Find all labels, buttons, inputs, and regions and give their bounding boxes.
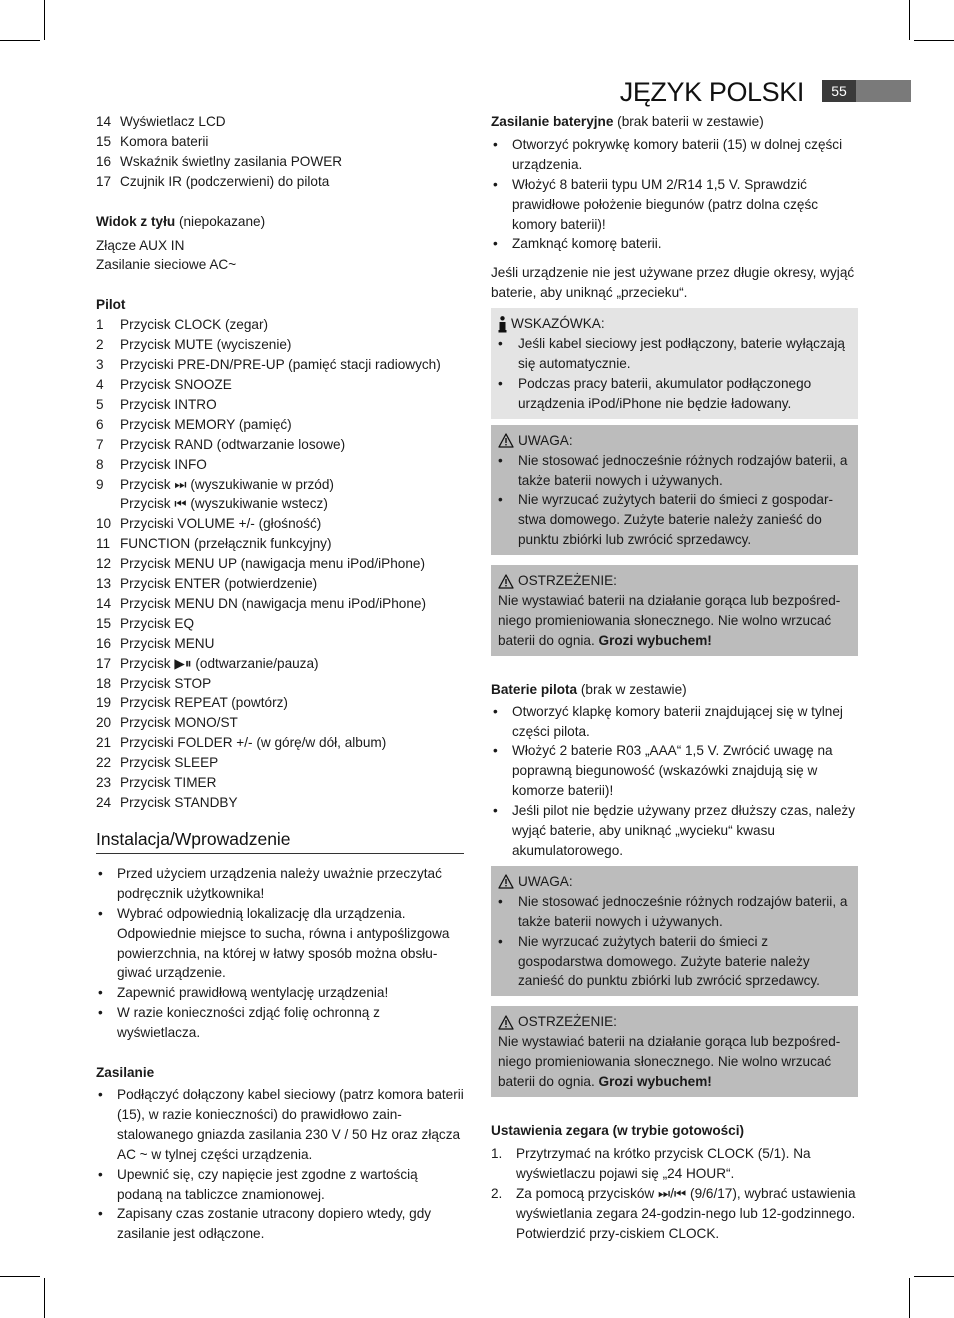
item-number: 9 <box>96 476 104 492</box>
warning-title: OSTRZEŻENIE: <box>518 573 617 589</box>
item-text: Przycisk MEMORY (pamięć) <box>120 416 292 432</box>
remote-button-item <box>96 654 464 674</box>
crop-mark <box>44 0 45 40</box>
remote-buttons-list <box>96 315 464 813</box>
item-number: 14 <box>96 595 112 611</box>
item-text: Przycisk INFO <box>120 456 207 472</box>
caution-bullet: • Nie stosować jednocześnie różnych rodzajów baterii, a także baterii nowych i używanych. <box>498 451 851 491</box>
item-text: Czujnik IR (podczerwieni) do pilota <box>120 173 330 189</box>
clock-steps <box>491 1144 859 1244</box>
item-text: Przycisk RAND (odtwarzanie losowe) <box>120 436 346 452</box>
item-number: 1 <box>96 317 104 333</box>
warning-triangle-icon <box>498 433 514 448</box>
item-number: 21 <box>96 735 112 751</box>
page-number: 55 <box>831 83 847 99</box>
item-text: Przycisk EQ <box>120 615 195 631</box>
remote-button-item <box>96 634 464 654</box>
crop-mark <box>914 1276 954 1277</box>
item-text: Przycisk ⏮ (wyszukiwanie wstecz) <box>120 496 328 512</box>
crop-mark <box>914 40 954 41</box>
caution-bullet: • Nie stosować jednocześnie różnych rodzajów baterii, a także baterii nowych i używanych. <box>498 892 851 932</box>
warning-triangle-icon <box>498 874 514 889</box>
left-column <box>96 112 464 1244</box>
item-number: 23 <box>96 775 112 791</box>
power-bullets <box>96 1085 464 1244</box>
remote-button-item <box>96 753 464 773</box>
remote-button-item <box>96 315 464 335</box>
remote-button-item <box>96 793 464 813</box>
item-number <box>96 494 120 514</box>
warning-title: OSTRZEŻENIE: <box>518 1014 617 1030</box>
power-bullet: • Podłączyć dołączony kabel sieciowy (patrz komora baterii (15), w razie konieczności) do prawidłowo zain-stalowanego gniazda zasilania 230 V / 50 Hz oraz złącza AC ~ w tylnej części urządzenia. <box>96 1085 464 1165</box>
caution-title: UWAGA: <box>518 432 573 448</box>
item-number: 15 <box>96 615 112 631</box>
battery-bullet: • Otworzyć pokrywkę komory baterii (15) w dolnej części urządzenia. <box>491 135 859 175</box>
warning-box <box>491 1006 858 1097</box>
item-text: Wyświetlacz LCD <box>120 114 226 129</box>
item-number: 7 <box>96 436 104 452</box>
install-bullet: • Wybrać odpowiednią lokalizację dla urządzenia. Odpowiednie miejsce to sucha, równa i antypoślizgowa powierzchnia, na której w łatwy sposób można obsłu-giwać urządzenie. <box>96 904 464 984</box>
item-number: 5 <box>96 396 104 412</box>
remote-button-item <box>96 455 464 475</box>
crop-mark <box>0 1276 40 1277</box>
remote-button-item <box>96 733 464 753</box>
hint-bullets <box>498 334 851 414</box>
item-number: 20 <box>96 715 112 731</box>
install-bullets <box>96 864 464 1043</box>
hint-bullet: • Jeśli kabel sieciowy jest podłączony, baterie wyłączają się automatycznie. <box>498 334 851 374</box>
remote-battery-bullet: • Jeśli pilot nie będzie używany przez dłuższy czas, należy wyjąć baterie, aby uniknąć „wycieku“ kwasu akumulatorowego. <box>491 801 859 861</box>
item-number: 12 <box>96 556 112 572</box>
remote-button-item <box>96 773 464 793</box>
caution-bullets <box>498 892 851 992</box>
power-bullet: • Upewnić się, czy napięcie jest zgodne z wartością podaną na tabliczce znamionowej. <box>96 1165 464 1205</box>
item-number: 13 <box>96 576 112 592</box>
remote-button-item <box>96 574 464 594</box>
item-number: 16 <box>96 635 112 651</box>
item-text: Wskaźnik świetlny zasilania POWER <box>120 153 343 169</box>
item-number: 6 <box>96 416 104 432</box>
item-number: 3 <box>96 357 104 373</box>
clock-step <box>491 1144 859 1184</box>
remote-button-item <box>96 713 464 733</box>
crop-mark <box>909 1278 910 1318</box>
step-number: 1. <box>491 1145 503 1161</box>
item-text: Przycisk MUTE (wyciszenie) <box>120 337 292 353</box>
battery-bullet: • Włożyć 8 baterii typu UM 2/R14 1,5 V. Sprawdzić prawidłowe położenie biegunów (patrz dolna częśc komory baterii)! <box>491 175 859 235</box>
item-number: 15 <box>96 133 112 149</box>
crop-mark <box>44 1278 45 1318</box>
item-text: Przycisk SLEEP <box>120 755 219 771</box>
clock-step <box>491 1184 859 1244</box>
power-heading: Zasilanie <box>96 1065 155 1081</box>
battery-bullet: • Zamknąć komorę baterii. <box>491 234 859 254</box>
device-part-item <box>96 172 464 192</box>
hint-box <box>491 308 858 419</box>
remote-button-item <box>96 475 464 495</box>
item-text: FUNCTION (przełącznik funkcyjny) <box>120 536 332 552</box>
item-number: 24 <box>96 795 112 810</box>
item-text: Przycisk ▶⏸ (odtwarzanie/pauza) <box>120 655 319 671</box>
hint-title: WSKAZÓWKA: <box>511 316 605 332</box>
remote-button-item <box>96 554 464 574</box>
step-number: 2. <box>491 1185 503 1201</box>
item-number: 17 <box>96 655 112 671</box>
power-bullet: • Zapisany czas zostanie utracony dopiero wtedy, gdy zasilanie jest odłączone. <box>96 1204 464 1244</box>
caution-bullets <box>498 451 851 551</box>
remote-batteries-heading: Baterie pilota (brak w zestawie) <box>491 681 687 697</box>
remote-battery-bullet: • Otworzyć klapkę komory baterii znajdującej się w tylnej części pilota. <box>491 702 859 742</box>
remote-button-item <box>96 415 464 435</box>
remote-button-item <box>96 395 464 415</box>
item-text: Przycisk REPEAT (powtórz) <box>120 695 288 711</box>
right-column <box>491 112 859 1243</box>
item-text: Przycisk ENTER (potwierdzenie) <box>120 576 318 592</box>
item-number: 8 <box>96 456 104 472</box>
remote-button-item <box>96 674 464 694</box>
item-number: 4 <box>96 376 104 392</box>
install-bullet: • W razie konieczności zdjąć folię ochronną z wyświetlacza. <box>96 1003 464 1043</box>
item-text: Przycisk CLOCK (zegar) <box>120 317 269 333</box>
device-part-item <box>96 152 464 172</box>
item-text: Przycisk STANDBY <box>120 795 238 810</box>
remote-button-item <box>96 693 464 713</box>
device-parts-list <box>96 112 464 192</box>
item-number: 18 <box>96 675 112 691</box>
item-text: Przycisk TIMER <box>120 775 217 791</box>
item-number: 10 <box>96 516 112 532</box>
step-text: Za pomocą przycisków ⏭/⏮ (9/6/17), wybrać ustawienia wyświetlania zegara 24-godzin-nego lub 12-godzinnego. Potwierdzić przy-ciskiem CLOCK. <box>516 1185 856 1241</box>
item-number: 16 <box>96 153 112 169</box>
install-bullet: • Przed użyciem urządzenia należy uważnie przeczytać podręcznik użytkownika! <box>96 864 464 904</box>
battery-note: Jeśli urządzenie nie jest używane przez długie okresy, wyjąć baterie, aby uniknąć „przecieku“. <box>491 265 855 301</box>
device-part-item <box>96 112 464 132</box>
remote-button-item <box>96 335 464 355</box>
item-number: 19 <box>96 695 112 711</box>
rear-view-line: Złącze AUX IN <box>96 237 185 253</box>
remote-button-item <box>96 534 464 554</box>
item-number: 2 <box>96 337 104 353</box>
remote-batteries-bullets <box>491 702 859 861</box>
caution-title: UWAGA: <box>518 873 573 889</box>
install-section-heading: Instalacja/Wprowadzenie <box>96 827 464 854</box>
item-text: Przycisk MENU DN (nawigacja menu iPod/iPhone) <box>120 595 426 611</box>
item-text: Przyciski PRE-DN/PRE-UP (pamięć stacji radiowych) <box>120 357 441 373</box>
caution-box <box>491 866 858 996</box>
caution-box <box>491 425 858 555</box>
item-text: Komora baterii <box>120 133 209 149</box>
item-text: Przycisk MENU UP (nawigacja menu iPod/iPhone) <box>120 556 425 572</box>
device-part-item <box>96 132 464 152</box>
warning-text: Nie wystawiać baterii na działanie gorąca lub bezpośred-niego promieniowania słonecznego. Nie wolno wrzucać baterii do ognia. Grozi wybuchem! <box>498 1034 841 1090</box>
warning-triangle-icon <box>498 574 514 589</box>
item-text: Przycisk MENU <box>120 635 215 651</box>
item-text: Przycisk SNOOZE <box>120 376 232 392</box>
step-text: Przytrzymać na krótko przycisk CLOCK (5/1). Na wyświetlaczu pojawi się „24 HOUR“. <box>516 1145 811 1181</box>
remote-button-item <box>96 494 464 514</box>
remote-button-item <box>96 514 464 534</box>
item-text: Przycisk MONO/ST <box>120 715 238 731</box>
caution-bullet: • Nie wyrzucać zużytych baterii do śmieci z gospodar-stwa domowego. Zużyte baterie należy zanieść do punktu zbiórki lub zwrócić sprzedawcy. <box>498 490 851 550</box>
item-text: Przyciski FOLDER +/- (w górę/w dół, album) <box>120 735 387 751</box>
item-text: Przyciski VOLUME +/- (głośność) <box>120 516 322 532</box>
remote-button-item <box>96 435 464 455</box>
remote-button-item <box>96 594 464 614</box>
item-text: Przycisk INTRO <box>120 396 217 412</box>
remote-battery-bullet: • Włożyć 2 baterie R03 „AAA“ 1,5 V. Zwrócić uwagę na poprawną biegunowość (wskazówki znajdują się w komorze baterii)! <box>491 741 859 801</box>
remote-button-item <box>96 375 464 395</box>
remote-button-item <box>96 614 464 634</box>
warning-box <box>491 565 858 656</box>
battery-power-heading: Zasilanie bateryjne (brak baterii w zestawie) <box>491 114 764 129</box>
warning-triangle-icon <box>498 1015 514 1030</box>
remote-button-item <box>96 355 464 375</box>
hint-bullet: • Podczas pracy baterii, akumulator podłączonego urządzenia iPod/iPhone nie będzie ładowany. <box>498 374 851 414</box>
item-number: 22 <box>96 755 112 771</box>
item-number: 11 <box>96 536 111 552</box>
rear-view-heading: Widok z tyłu (niepokazane) <box>96 213 266 229</box>
item-text: Przycisk STOP <box>120 675 212 691</box>
page-language-title: JĘZYK POLSKI <box>619 77 804 107</box>
remote-heading: Pilot <box>96 297 126 313</box>
battery-power-bullets <box>491 135 859 254</box>
info-icon <box>498 316 507 333</box>
caution-bullet: • Nie wyrzucać zużytych baterii do śmieci z gospodarstwa domowego. Zużyte baterie należy zanieść do punktu zbiórki lub zwrócić sprzedawcy. <box>498 932 851 992</box>
warning-text: Nie wystawiać baterii na działanie gorąca lub bezpośred-niego promieniowania słonecznego. Nie wolno wrzucać baterii do ognia. Grozi wybuchem! <box>498 593 841 648</box>
clock-heading: Ustawienia zegara (w trybie gotowości) <box>491 1122 745 1138</box>
rear-view-line: Zasilanie sieciowe AC~ <box>96 257 237 273</box>
install-bullet: • Zapewnić prawidłową wentylację urządzenia! <box>96 983 464 1003</box>
item-number: 14 <box>96 114 112 129</box>
crop-mark <box>0 40 40 41</box>
item-number: 17 <box>96 173 112 189</box>
crop-mark <box>909 0 910 40</box>
item-text: Przycisk ⏭ (wyszukiwanie w przód) <box>120 476 334 492</box>
